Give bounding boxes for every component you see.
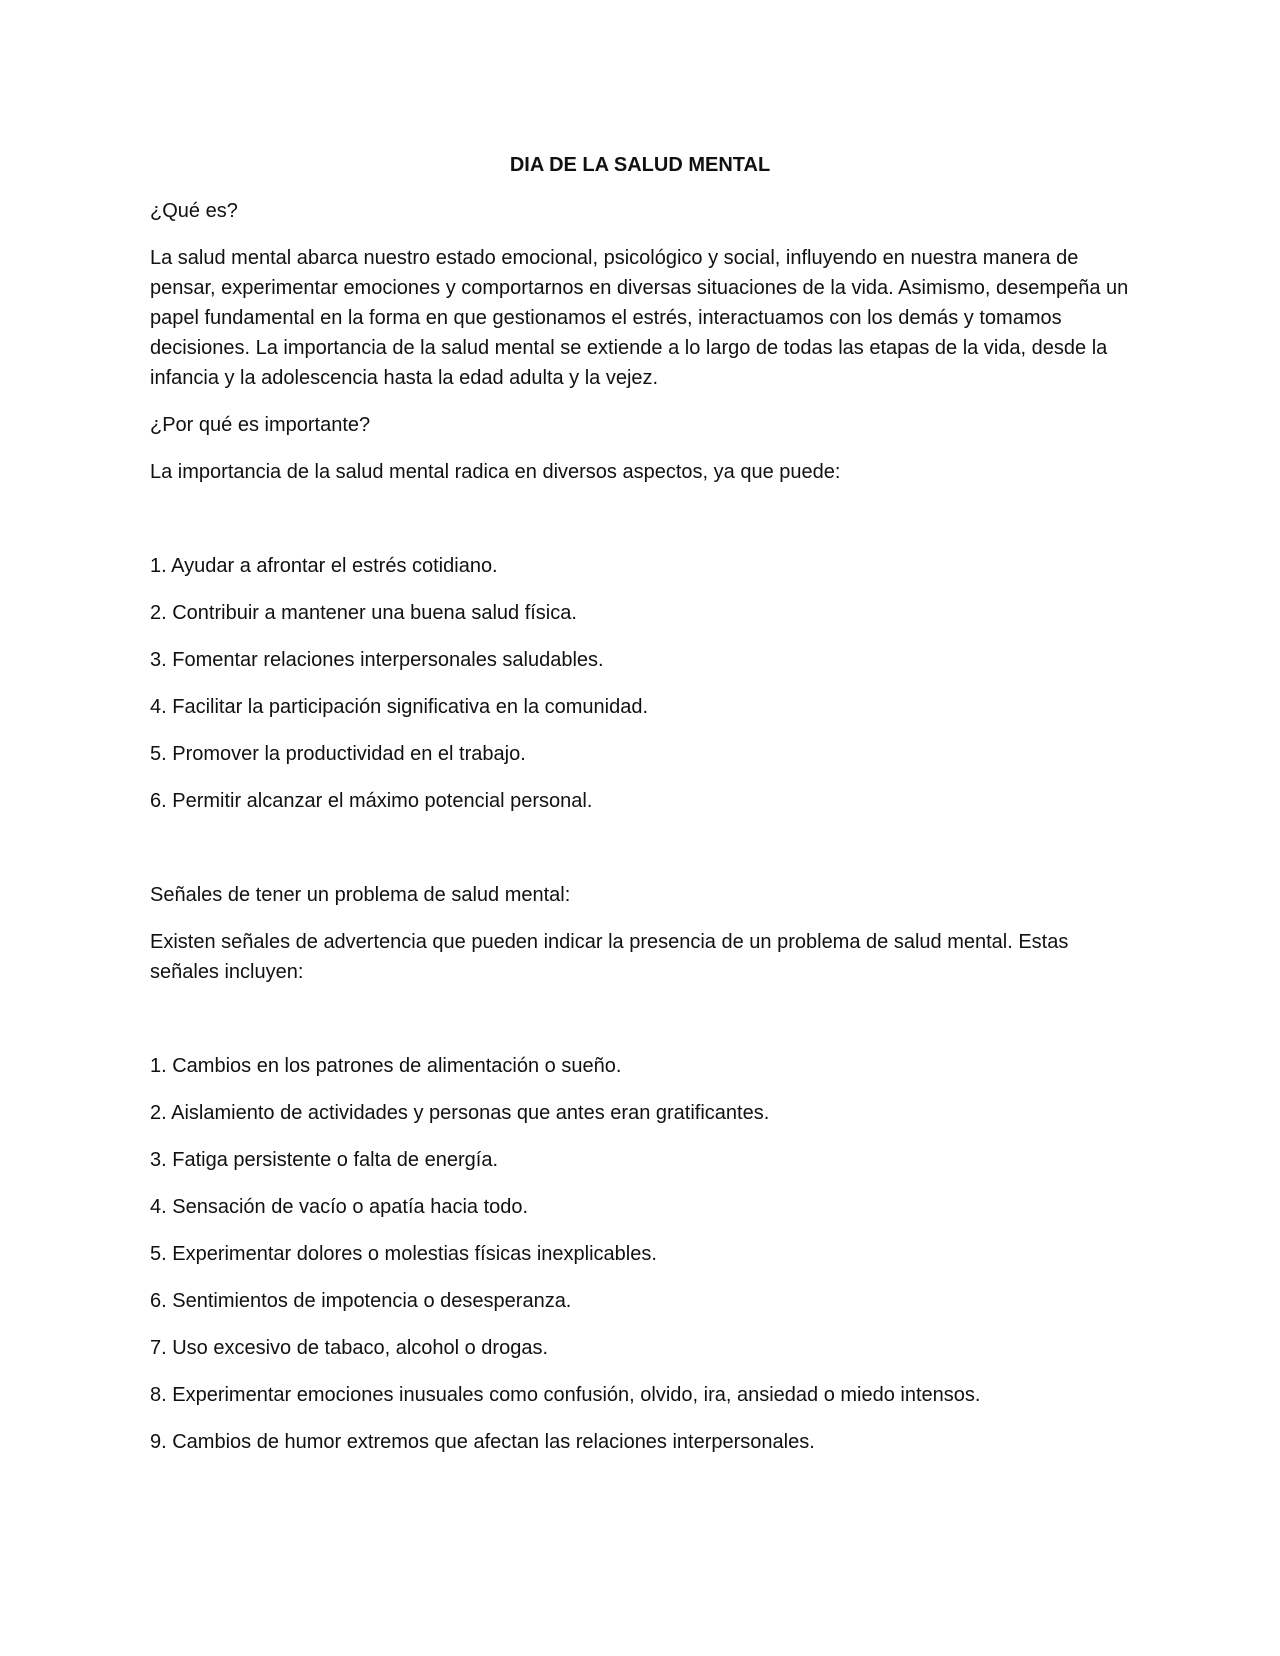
list-item: 3. Fomentar relaciones interpersonales saludables. [150,649,604,671]
spacer [150,1004,1130,1051]
section-heading-que-es: ¿Qué es? [150,200,238,222]
list-item: 9. Cambios de humor extremos que afectan las relaciones interpersonales. [150,1431,815,1453]
signals-intro: Existen señales de advertencia que pueden indicar la presencia de un problema de salud mental. Estas señales incluyen: [150,931,1069,983]
list-item: 1. Ayudar a afrontar el estrés cotidiano. [150,555,498,577]
importance-list [150,551,1130,816]
list-item: 6. Permitir alcanzar el máximo potencial personal. [150,790,593,812]
document-title: DIA DE LA SALUD MENTAL [509,154,771,176]
document-body [150,150,1130,1474]
list-item: 8. Experimentar emociones inusuales como confusión, olvido, ira, ansiedad o miedo intensos. [150,1384,981,1406]
list-item: 5. Promover la productividad en el trabajo. [150,743,526,765]
list-item: 5. Experimentar dolores o molestias físicas inexplicables. [150,1243,657,1265]
section-heading-por-que: ¿Por qué es importante? [150,414,371,436]
list-item: 7. Uso excesivo de tabaco, alcohol o drogas. [150,1337,549,1359]
list-item: 4. Sensación de vacío o apatía hacia todo. [150,1196,529,1218]
importance-intro: La importancia de la salud mental radica en diversos aspectos, ya que puede: [150,461,841,483]
spacer [150,833,1130,880]
definition-paragraph: La salud mental abarca nuestro estado emocional, psicológico y social, influyendo en nuestra manera de pensar, experimentar emociones y comportarnos en diversas situaciones de la vida. Asimismo, desempeña un papel fundamental en la forma en que gestionamos el estrés, interactuamos con los demás y tomamos decisiones. La importancia de la salud mental se extiende a lo largo de todas las etapas de la vida, desde la infancia y la adolescencia hasta la edad adulta y la vejez. [150,247,1129,389]
list-item: 3. Fatiga persistente o falta de energía. [150,1149,498,1171]
list-item: 6. Sentimientos de impotencia o desesperanza. [150,1290,572,1312]
signals-list [150,1051,1130,1457]
section-heading-senales: Señales de tener un problema de salud mental: [150,884,571,906]
list-item: 1. Cambios en los patrones de alimentación o sueño. [150,1055,622,1077]
list-item: 4. Facilitar la participación significativa en la comunidad. [150,696,649,718]
list-item: 2. Contribuir a mantener una buena salud física. [150,602,577,624]
list-item: 2. Aislamiento de actividades y personas que antes eran gratificantes. [150,1102,770,1124]
spacer [150,504,1130,551]
